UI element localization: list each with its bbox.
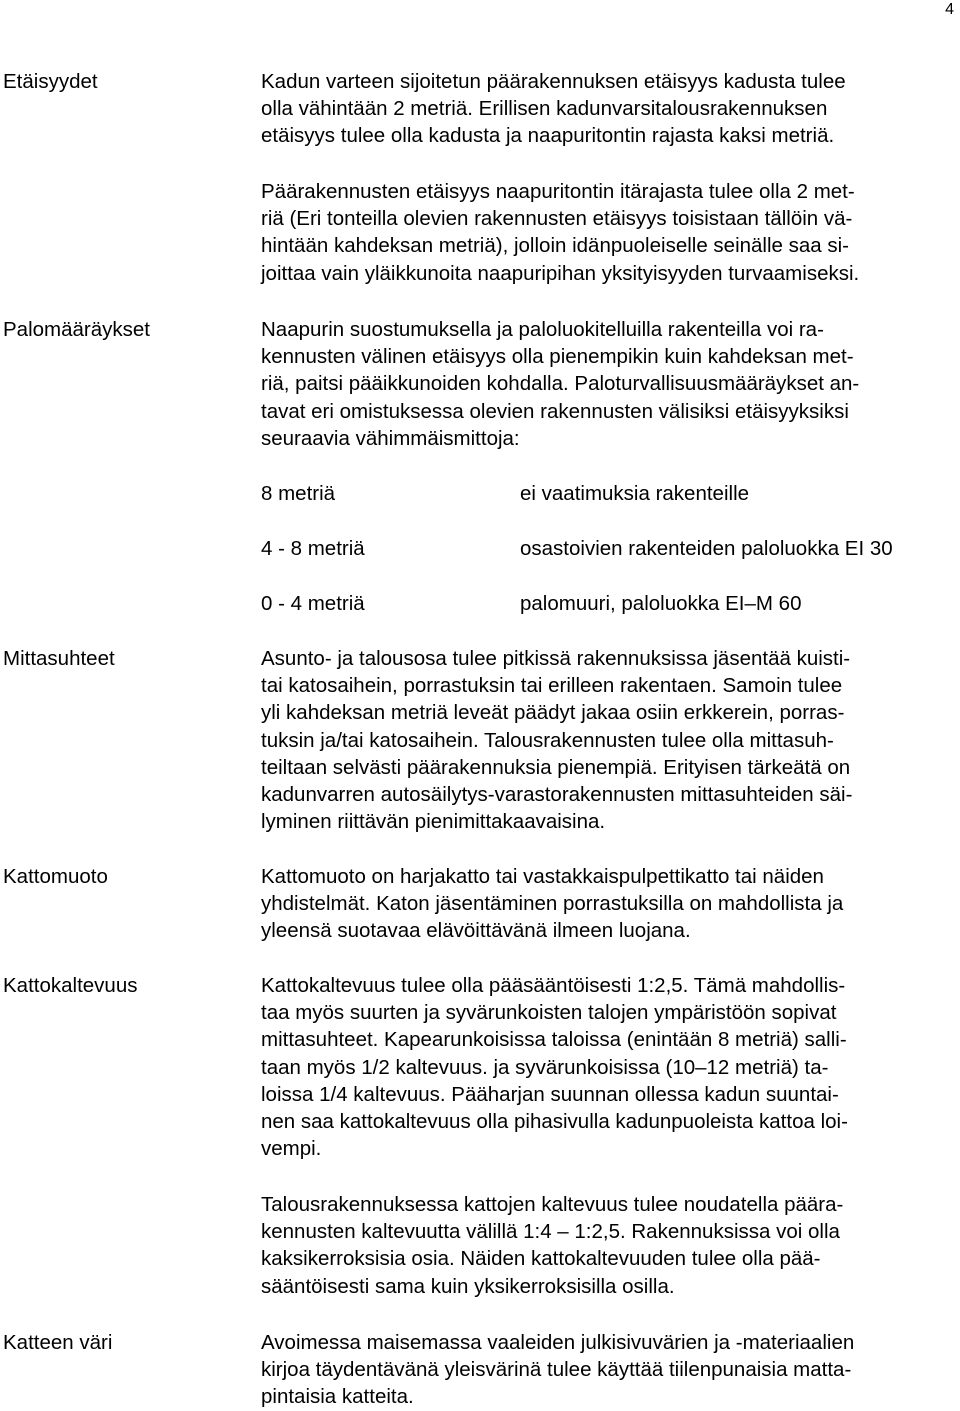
text-line: Talousrakennuksessa kattojen kaltevuus tulee noudatella päära- xyxy=(261,1193,844,1216)
distance-range: 0 - 4 metriä xyxy=(261,592,365,615)
paragraph-etaisyydet-1 xyxy=(261,68,956,150)
section-label-palomaaraykset: Palomääräykset xyxy=(3,318,150,341)
text-line: Kadun varteen sijoitetun päärakennuksen etäisyys kadusta tulee xyxy=(261,70,846,93)
section-label-katteen-vari: Katteen väri xyxy=(3,1331,113,1354)
text-line: teiltaan selvästi päärakennuksia pienempiä. Erityisen tärkeätä on xyxy=(261,755,851,779)
distance-requirement: palomuuri, paloluokka EI–M 60 xyxy=(520,592,802,615)
paragraph-kattokaltevuus-1 xyxy=(261,972,956,1162)
text-line: Asunto- ja talousosa tulee pitkissä rakennuksissa jäsentää kuisti- xyxy=(261,647,851,670)
text-line: tuksin ja/tai katosaihein. Talousrakennusten tulee olla mittasuh- xyxy=(261,728,834,752)
section-label-kattokaltevuus: Kattokaltevuus xyxy=(3,974,138,997)
text-line: nen saa kattokaltevuus olla pihasivulla kadunpuoleista kattoa loi- xyxy=(261,1110,848,1134)
text-line: pintaisia katteita. xyxy=(261,1385,414,1409)
text-line: kirjoa täydentävänä yleisvärinä tulee käyttää tiilenpunaisia matta- xyxy=(261,1358,852,1382)
text-line: kennusten välinen etäisyys olla pienempikin kuin kahdeksan met- xyxy=(261,345,854,369)
text-line: tavat eri omistuksessa olevien rakennusten välisiksi etäisyyksiksi xyxy=(261,399,849,423)
text-line: joittaa vain yläikkunoita naapuripihan yksityisyyden turvaamiseksi. xyxy=(261,261,860,285)
paragraph-palomaaraykset xyxy=(261,316,956,452)
text-line: lyminen riittävän pienimittakaavaisina. xyxy=(261,810,606,834)
text-line: yli kahdeksan metriä leveät päädyt jakaa osiin erkkerein, porras- xyxy=(261,701,845,725)
distance-row xyxy=(261,590,956,618)
text-line: etäisyys tulee olla kadusta ja naapuritontin rajasta kaksi metriä. xyxy=(261,124,835,148)
text-line: vempi. xyxy=(261,1137,322,1161)
distance-requirement: osastoivien rakenteiden paloluokka EI 30 xyxy=(520,537,893,560)
paragraph-kattomuoto xyxy=(261,863,956,945)
paragraph-etaisyydet-2 xyxy=(261,178,956,287)
text-line: olla vähintään 2 metriä. Erillisen kadunvarsitalousrakennuksen xyxy=(261,97,828,121)
text-line: riä, paitsi pääikkunoiden kohdalla. Paloturvallisuusmääräykset an- xyxy=(261,372,860,396)
text-line: loissa 1/4 kaltevuus. Pääharjan suunnan ollessa kadun suuntai- xyxy=(261,1082,839,1106)
distance-row xyxy=(261,535,956,563)
text-line: sääntöisesti sama kuin yksikerroksisilla osilla. xyxy=(261,1274,675,1298)
text-line: mittasuhteet. Kapearunkoisissa taloissa (enintään 8 metriä) salli- xyxy=(261,1028,847,1052)
text-line: Kattokaltevuus tulee olla pääsääntöisesti 1:2,5. Tämä mahdollis- xyxy=(261,974,846,997)
text-line: Naapurin suostumuksella ja paloluokitelluilla rakenteilla voi ra- xyxy=(261,318,824,341)
paragraph-kattokaltevuus-2 xyxy=(261,1191,956,1300)
text-line: kadunvarren autosäilytys-varastorakennusten mittasuhteiden säi- xyxy=(261,783,853,807)
distance-row xyxy=(261,480,956,508)
text-line: Avoimessa maisemassa vaaleiden julkisivuvärien ja -materiaalien xyxy=(261,1331,855,1354)
distance-range: 8 metriä xyxy=(261,482,336,505)
text-line: kennusten kaltevuutta välillä 1:4 – 1:2,5. Rakennuksissa voi olla xyxy=(261,1220,840,1244)
paragraph-mittasuhteet xyxy=(261,645,956,835)
section-label-kattomuoto: Kattomuoto xyxy=(3,865,108,888)
text-line: Päärakennusten etäisyys naapuritontin itärajasta tulee olla 2 met- xyxy=(261,180,855,203)
distance-requirement: ei vaatimuksia rakenteille xyxy=(520,482,750,505)
text-line: Kattomuoto on harjakatto tai vastakkaispulpettikatto tai näiden xyxy=(261,865,824,888)
text-line: hintään kahdeksan metriä), jolloin idänpuoleiselle seinälle saa si- xyxy=(261,234,850,258)
text-line: yleensä suotavaa elävöittävänä ilmeen luojana. xyxy=(261,919,691,943)
section-label-etaisyydet: Etäisyydet xyxy=(3,70,98,93)
page-number: 4 xyxy=(945,1,954,18)
text-line: tai katosaihein, porrastuksin tai erilleen rakentaen. Samoin tulee xyxy=(261,674,843,698)
text-line: riä (Eri tonteilla olevien rakennusten etäisyys toisistaan tällöin vä- xyxy=(261,207,853,231)
text-line: kaksikerroksisia osia. Näiden kattokaltevuuden tulee olla pää- xyxy=(261,1247,821,1271)
paragraph-katteen-vari xyxy=(261,1329,956,1411)
section-label-mittasuhteet: Mittasuhteet xyxy=(3,647,115,670)
text-line: taa myös suurten ja syvärunkoisten talojen ympäristöön sopivat xyxy=(261,1001,837,1025)
text-line: seuraavia vähimmäismittoja: xyxy=(261,426,520,450)
text-line: taan myös 1/2 kaltevuus. ja syvärunkoisissa (10–12 metriä) ta- xyxy=(261,1055,829,1079)
text-line: yhdistelmät. Katon jäsentäminen porrastuksilla on mahdollista ja xyxy=(261,892,844,916)
distance-range: 4 - 8 metriä xyxy=(261,537,365,560)
